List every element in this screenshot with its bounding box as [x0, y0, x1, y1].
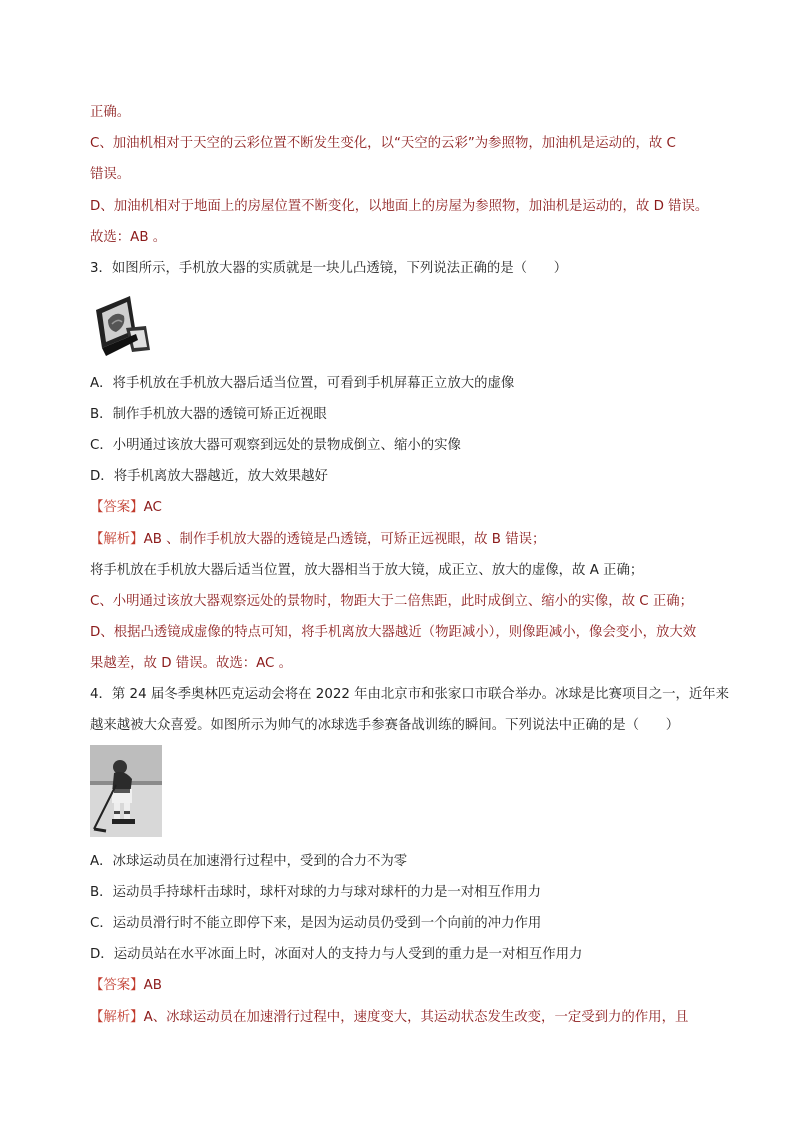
phone-magnifier-image	[92, 290, 154, 358]
q3-option-c: C．小明通过该放大器可观察到远处的景物成倒立、缩小的实像	[90, 438, 461, 453]
q4-option-b: B．运动员手持球杆击球时，球杆对球的力与球对球杆的力是一对相互作用力	[90, 885, 542, 900]
prev-line-3: 错误。	[90, 167, 131, 182]
q4-option-d: D．运动员站在水平冰面上时，冰面对人的支持力与人受到的重力是一对相互作用力	[90, 947, 583, 962]
q3-explanation-2: 将手机放在手机放大器后适当位置，放大器相当于放大镜，成正立、放大的虚像，故 A 正确；	[90, 563, 644, 578]
q3-answer-value: AC	[143, 500, 162, 515]
q4-option-a: A．冰球运动员在加速滑行过程中，受到的合力不为零	[90, 854, 408, 869]
q4-option-c: C．运动员滑行时不能立即停下来，是因为运动员仍受到一个向前的冲力作用	[90, 916, 542, 931]
q3-answer	[90, 499, 162, 517]
q4-stem-2: 越来越被大众喜爱。如图所示为帅气的冰球选手参赛备战训练的瞬间。下列说法中正确的是（ ）	[90, 718, 680, 733]
q4-stem-1: 4．第 24 届冬季奥林匹克运动会将在 2022 年由北京市和张家口市联合举办。冰球是比赛项目之一，近年来	[90, 687, 730, 702]
prev-line-4: D、加油机相对于地面上的房屋位置不断变化，以地面上的房屋为参照物，加油机是运动的，故 D 错误。	[90, 199, 709, 214]
q3-explanation-3: C、小明通过该放大器观察远处的景物时，物距大于二倍焦距，此时成倒立、缩小的实像，故 C 正确；	[90, 594, 694, 609]
prev-line-2: C、加油机相对于天空的云彩位置不断发生变化，以“天空的云彩”为参照物，加油机是运动的，故 C	[90, 136, 676, 151]
q3-stem: 3．如图所示，手机放大器的实质就是一块儿凸透镜，下列说法正确的是（ ）	[90, 261, 568, 276]
q3-explanation-1	[90, 531, 545, 549]
q3-explanation-5: 果越差，故 D 错误。故选：AC 。	[90, 656, 293, 671]
q3-explanation-text-1: AB 、制作手机放大器的透镜是凸透镜，可矫正远视眼，故 B 错误；	[143, 532, 546, 547]
q4-explanation-tag: 【解析】	[90, 1010, 144, 1025]
hockey-player-photo	[90, 745, 162, 837]
q3-answer-tag: 【答案】	[90, 500, 144, 515]
q3-option-a: A．将手机放在手机放大器后适当位置，可看到手机屏幕正立放大的虚像	[90, 376, 515, 391]
q4-explanation-1	[90, 1009, 688, 1027]
q3-explanation-tag: 【解析】	[90, 532, 144, 547]
q3-option-b: B．制作手机放大器的透镜可矫正近视眼	[90, 407, 327, 422]
q4-explanation-text-1: A、冰球运动员在加速滑行过程中，速度变大，其运动状态发生改变，一定受到力的作用，且	[143, 1010, 689, 1025]
q4-answer-value: AB	[143, 978, 162, 993]
q4-answer-tag: 【答案】	[90, 978, 144, 993]
prev-line-1: 正确。	[90, 105, 131, 120]
q4-answer	[90, 977, 162, 995]
prev-line-5: 故选：AB 。	[90, 230, 167, 245]
q3-explanation-4: D、根据凸透镜成虚像的特点可知，将手机离放大器越近（物距减小），则像距减小，像会变小，放大效	[90, 625, 697, 640]
q3-option-d: D．将手机离放大器越近，放大效果越好	[90, 469, 328, 484]
